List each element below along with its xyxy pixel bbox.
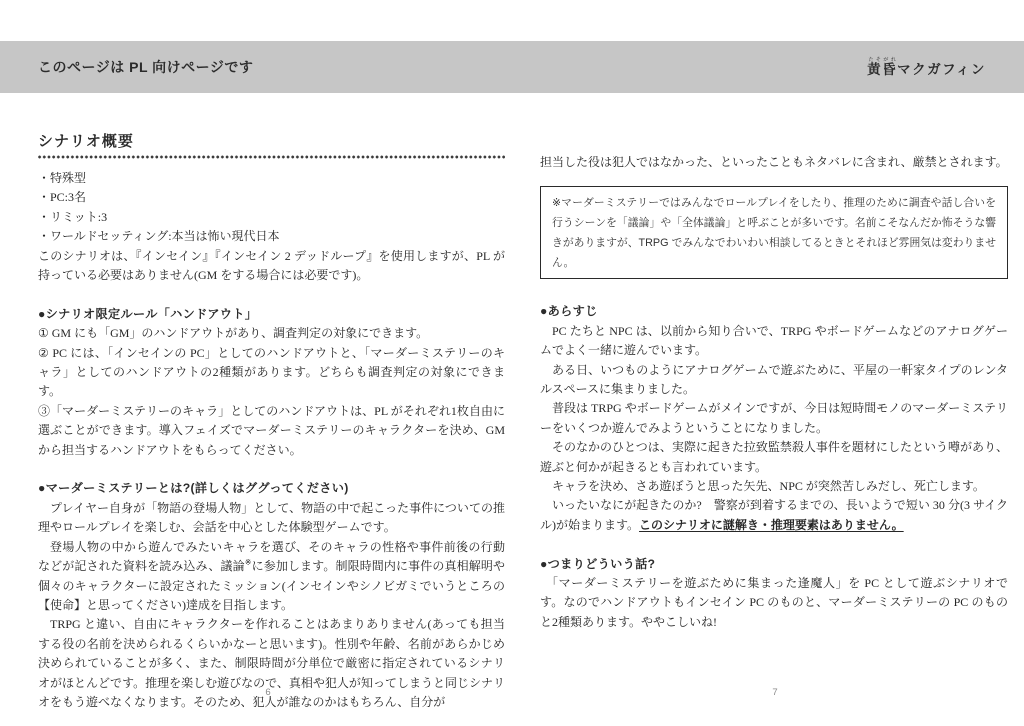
page-audience-banner [0, 41, 1024, 93]
continuation-paragraph: 担当した役は犯人ではなかった、といったこともネタバレに含まれ、厳禁とされます。 [540, 155, 1008, 169]
brand-base-with-furigana [867, 56, 898, 77]
page-number-left: 6 [265, 687, 271, 698]
paragraph: キャラを決め、さあ遊ぼうと思った矢先、NPC が突然苦しみだし、死亡します。 [552, 479, 985, 494]
paragraph: そのなかのひとつは、実際に起きた拉致監禁殺人事件を題材にしたという噂があり、遊ぶと何かが起きるとも言われています。 [540, 440, 1008, 474]
brand-logo [867, 57, 986, 78]
handout-item-3: ③「マーダーミステリーのキャラ」としてのハンドアウトは、PL がそれぞれ1枚自由に選ぶことができます。導入フェイズでマーダーミステリーのキャラクターを決め、GM から担当するハンドアウトをもらってください。 [38, 403, 505, 457]
note-box: ※マーダーミステリーではみんなでロールプレイをしたり、推理のために調査や話し合いを行うシーンを「議論」や「全体議論」と呼ぶことが多いです。名前こそなんだか怖そうな響きがありますが、TRPG でみんなでわいわい相談してるときとそれほど雰囲気は変わりません。 [540, 186, 1008, 279]
emphasized-no-mystery-note: このシナリオに謎解き・推理要素はありません。 [639, 517, 904, 532]
subsection-heading-what-is-murder-mystery: ●マーダーミステリーとは?(詳しくはググってください) [38, 481, 349, 496]
spec-list-item: ・ワールドセッティング:本当は怖い現代日本 [38, 229, 280, 244]
paragraph-text: に参加します。制限時間内に事件の真相解明や個々のキャラクターに設定されたミッション(インセインやシノビガミでいうところの【使命】と思ってください)達成を目指します。 [38, 559, 505, 612]
spec-list-item: ・PC:3名 [38, 190, 87, 205]
spec-list-item: ・リミット:3 [38, 209, 108, 224]
brand-base: 黄昏 [867, 61, 898, 77]
footnote-marker: ※ [244, 558, 252, 568]
paragraph-text: 登場人物の中から遊んでみたいキャラを選び、そのキャラの性格や事件前後の行動などが記された資料を読み込み、議論 [38, 539, 505, 574]
section-title-scenario-overview: シナリオ概要 [38, 133, 134, 150]
paragraph-text: いったいなにが起きたのか? 警察が到着するまでの、長いようで短い 30 分(3 サイクル)が始まります。 [540, 498, 1008, 532]
spec-list-item: ・特殊型 [38, 171, 87, 185]
intro-paragraph: このシナリオは、『インセイン』『インセイン 2 デッドループ』を使用しますが、PL が持っている必要はありません(GM をする場合には必要です)。 [38, 248, 505, 283]
right-page [540, 153, 1008, 632]
spacer [38, 460, 505, 479]
brand-rest: マクガフィン [897, 61, 986, 77]
handout-item-2: ② PC には、「インセインの PC」としてのハンドアウトと、「マーダーミステリーのキャラ」としてのハンドアウトの2種類があります。どちらも調査判定の対象にできます。 [38, 345, 505, 399]
dotted-divider [38, 155, 505, 159]
left-page [38, 130, 505, 712]
handout-item-1: ① GM にも「GM」のハンドアウトがあり、調査判定の対象にできます。 [38, 326, 429, 341]
audience-label: このページは PL 向けページです [38, 59, 254, 75]
paragraph [540, 496, 1008, 535]
spacer [540, 535, 1008, 554]
brand-furigana: たそがれ [867, 56, 898, 63]
paragraph: PC たちと NPC は、以前から知り合いで、TRPG やボードゲームなどのアナログゲームでよく一緒に遊んでいます。 [540, 323, 1008, 358]
paragraph: TRPG と違い、自由にキャラクターを作れることはあまりありません(あっても担当する役の名前を決められるくらいかなーと思います)。性別や年齢、名前があらかじめ決められていることが多く、また、制限時間が分単位で厳密に指定されているシナリオがほとんどです。推理を楽しむ遊びなので、真相や犯人が知ってしまうと同じシナリオをもう遊べなくなります。そのため、犯人が誰なのかはもちろん、自分が [38, 617, 505, 709]
paragraph: 普段は TRPG やボードゲームがメインですが、今日は短時間モノのマーダーミステリーをいくつか遊んでみようということになりました。 [540, 401, 1008, 435]
subsection-heading-synopsis: ●あらすじ [540, 304, 598, 319]
subsection-heading-handout-rule: ●シナリオ限定ルール「ハンドアウト」 [38, 306, 258, 321]
paragraph: 「マーダーミステリーを遊ぶために集まった逢魔人」を PC として遊ぶシナリオです。なのでハンドアウトもインセイン PC のものと、マーダーミステリーの PC のものと2種類あります。ややこしいね! [540, 576, 1008, 629]
paragraph [38, 538, 505, 616]
spacer [38, 285, 505, 304]
subsection-heading-in-short: ●つまりどういう話? [540, 556, 656, 571]
paragraph: プレイヤー自身が「物語の登場人物」として、物語の中で起こった事件についての推理やロールプレイを楽しむ、会話を中心とした体験型ゲームです。 [38, 500, 505, 535]
page-number-right: 7 [772, 687, 778, 698]
paragraph: ある日、いつものようにアナログゲームで遊ぶために、平屋の一軒家タイプのレンタルスペースに集まりました。 [540, 362, 1008, 397]
